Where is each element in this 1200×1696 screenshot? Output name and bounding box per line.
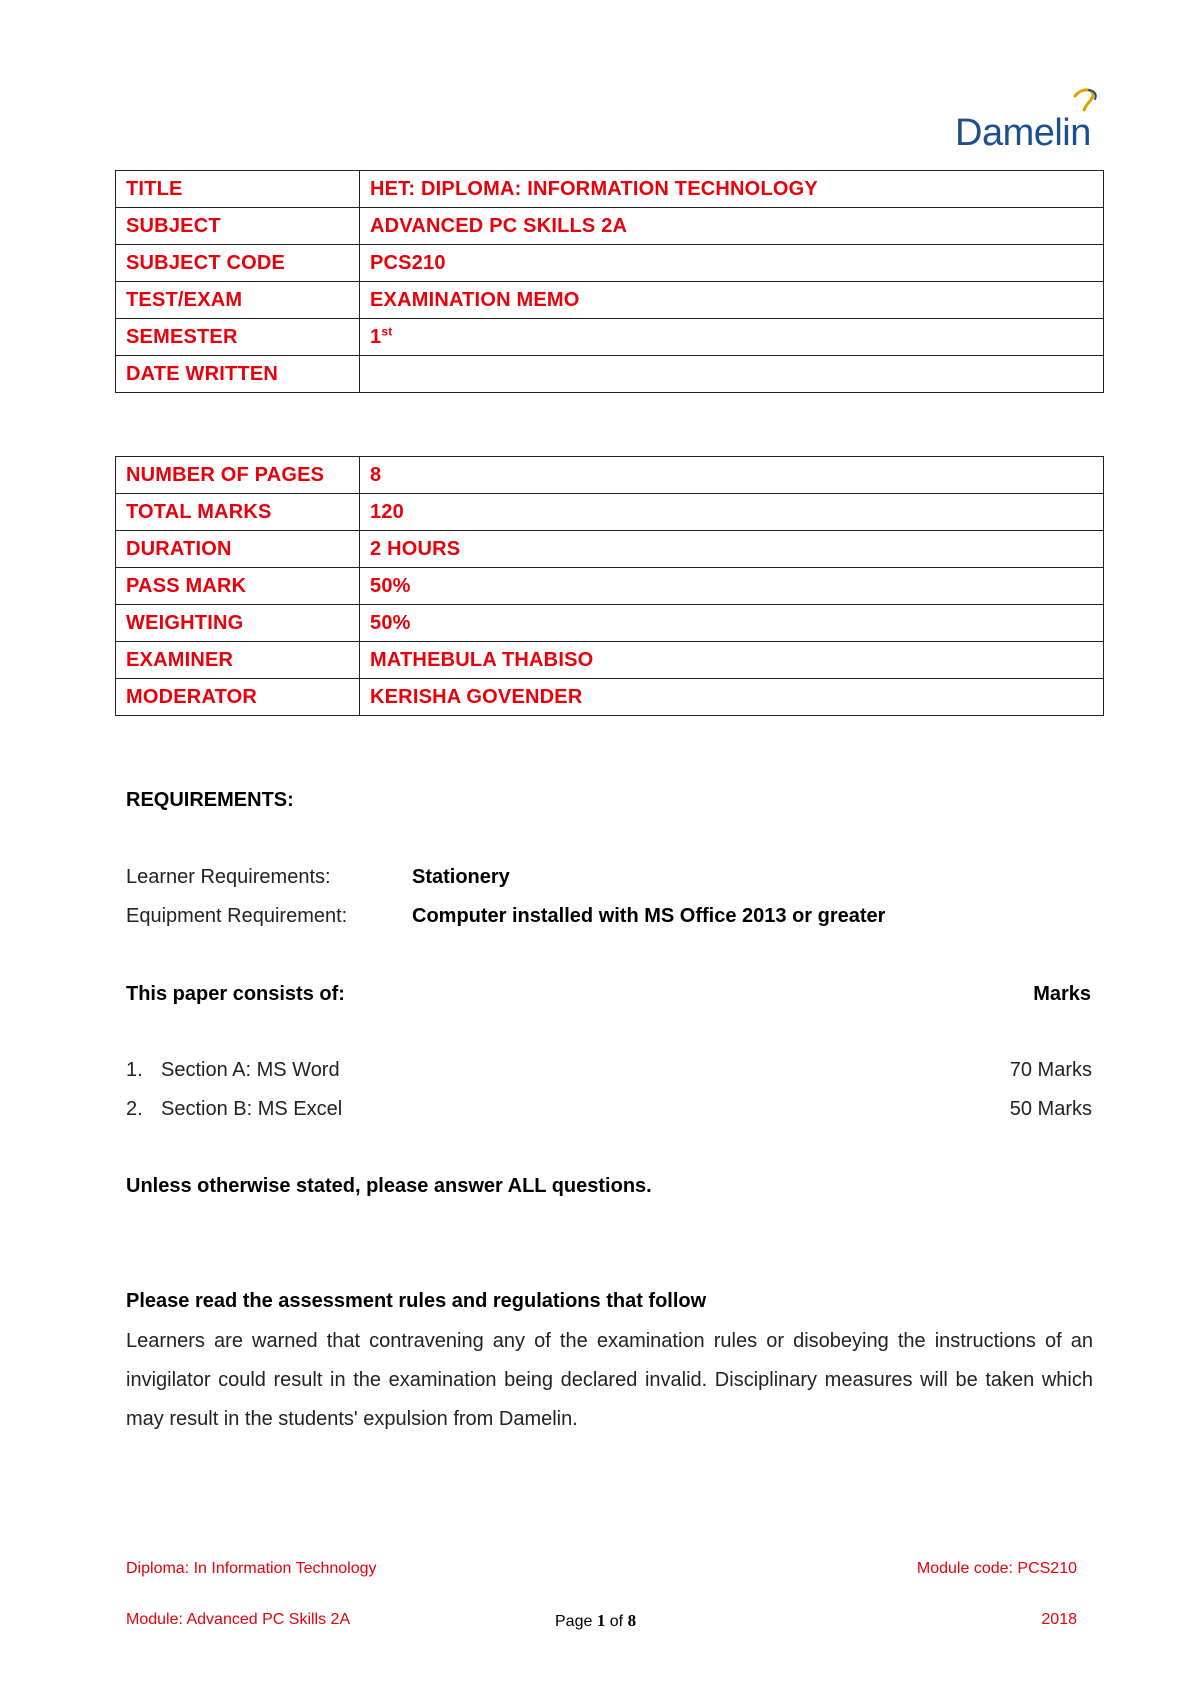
row-label: DURATION (116, 531, 360, 568)
table-row (116, 356, 1104, 393)
table-row (116, 282, 1104, 319)
section-marks: 70 Marks (1009, 1059, 1092, 1081)
table-row (116, 171, 1104, 208)
equipment-requirement-label: Equipment Requirement: (126, 905, 348, 927)
exam-details-table (115, 170, 1104, 393)
row-value: EXAMINATION MEMO (360, 282, 1104, 319)
row-label: DATE WRITTEN (116, 356, 360, 393)
row-value (360, 319, 1104, 356)
rules-paragraph: Learners are warned that contravening any of the examination rules or disobeying the instructions of an invigilator could result in the examination being declared invalid. Disciplinary measures will be taken which may result in the students' expulsion from Damelin. (126, 1330, 1093, 1430)
row-value: PCS210 (360, 245, 1104, 282)
semester-suffix: st (381, 323, 393, 338)
section-number: 1. (126, 1059, 143, 1081)
footer-year: 2018 (1041, 1611, 1077, 1628)
marks-heading: Marks (1033, 983, 1091, 1005)
table-row (116, 568, 1104, 605)
table-row (116, 319, 1104, 356)
instruction-text: Unless otherwise stated, please answer ALL questions. (126, 1175, 652, 1197)
page-current: 1 (596, 1611, 606, 1630)
table-row (116, 208, 1104, 245)
exam-logistics-table (115, 456, 1104, 716)
semester-number: 1 (370, 325, 382, 348)
table-row (116, 642, 1104, 679)
section-item (126, 1098, 342, 1121)
paper-consists-heading: This paper consists of: (126, 983, 345, 1005)
table-row (116, 605, 1104, 642)
footer-diploma: Diploma: In Information Technology (126, 1560, 377, 1577)
damelin-logo (955, 86, 1105, 156)
section-marks: 50 Marks (1009, 1098, 1092, 1120)
table-row (116, 679, 1104, 716)
row-value: 50% (360, 568, 1104, 605)
footer-module-code: Module code: PCS210 (916, 1560, 1077, 1577)
row-value: HET: DIPLOMA: INFORMATION TECHNOLOGY (360, 171, 1104, 208)
row-value: ADVANCED PC SKILLS 2A (360, 208, 1104, 245)
footer-page-number (555, 1611, 636, 1631)
logo-text: Damelin (955, 112, 1091, 154)
learner-requirements-label: Learner Requirements: (126, 866, 331, 888)
row-label: TITLE (116, 171, 360, 208)
row-value: 8 (360, 457, 1104, 494)
row-label: PASS MARK (116, 568, 360, 605)
table-row (116, 494, 1104, 531)
section-item (126, 1059, 340, 1082)
equipment-requirement-value: Computer installed with MS Office 2013 or greater (412, 905, 886, 927)
row-label: SEMESTER (116, 319, 360, 356)
table-row (116, 531, 1104, 568)
row-value (360, 356, 1104, 393)
row-value: KERISHA GOVENDER (360, 679, 1104, 716)
section-name: Section A: MS Word (161, 1059, 340, 1081)
row-label: WEIGHTING (116, 605, 360, 642)
requirements-heading: REQUIREMENTS: (126, 789, 294, 811)
table-row (116, 457, 1104, 494)
rules-heading: Please read the assessment rules and regulations that follow (126, 1290, 707, 1312)
row-label: TEST/EXAM (116, 282, 360, 319)
row-label: EXAMINER (116, 642, 360, 679)
row-value: 50% (360, 605, 1104, 642)
row-label: TOTAL MARKS (116, 494, 360, 531)
row-label: NUMBER OF PAGES (116, 457, 360, 494)
row-value: MATHEBULA THABISO (360, 642, 1104, 679)
section-name: Section B: MS Excel (161, 1098, 343, 1120)
footer-module: Module: Advanced PC Skills 2A (126, 1611, 351, 1628)
row-value: 2 HOURS (360, 531, 1104, 568)
section-number: 2. (126, 1098, 143, 1120)
table-row (116, 245, 1104, 282)
learner-requirements-value: Stationery (412, 866, 510, 888)
row-label: MODERATOR (116, 679, 360, 716)
row-value: 120 (360, 494, 1104, 531)
page-prefix: Page (555, 1613, 593, 1630)
page-of: of (609, 1613, 624, 1630)
row-label: SUBJECT (116, 208, 360, 245)
page-total: 8 (627, 1611, 637, 1630)
row-label: SUBJECT CODE (116, 245, 360, 282)
